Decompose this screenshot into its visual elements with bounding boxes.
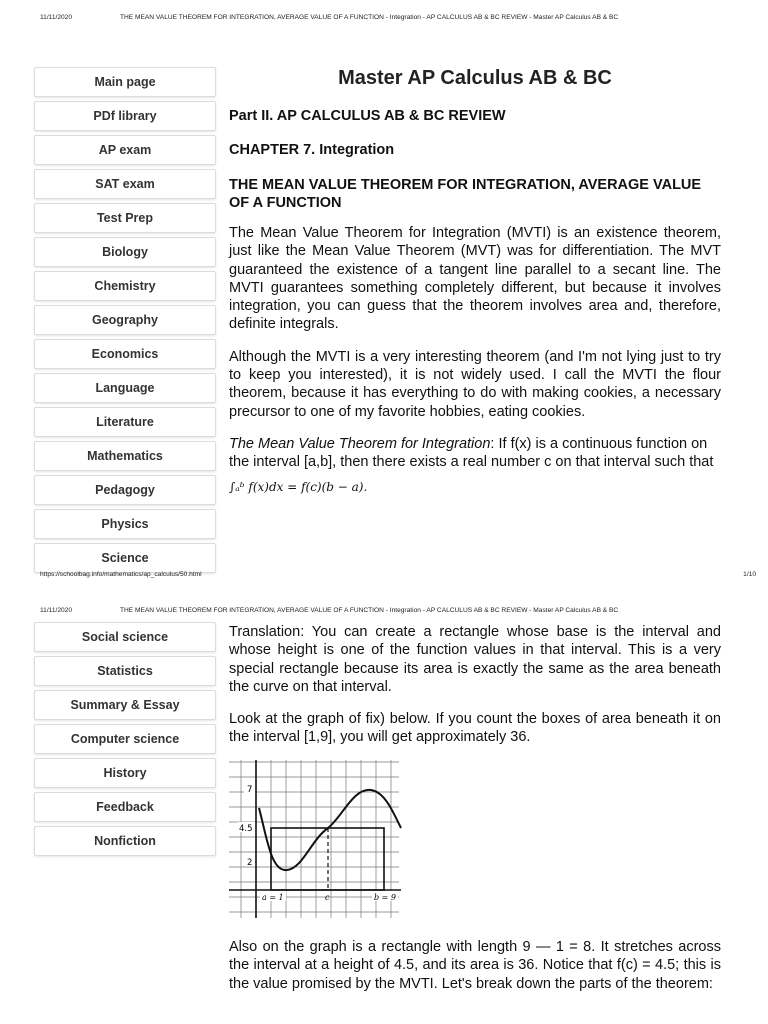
- theorem-statement: [229, 435, 721, 472]
- y-tick-7: 7: [247, 785, 253, 795]
- nav-geography[interactable]: Geography: [34, 305, 216, 335]
- nav-literature[interactable]: Literature: [34, 407, 216, 437]
- nav-chemistry[interactable]: Chemistry: [34, 271, 216, 301]
- nav-summary-essay[interactable]: Summary & Essay: [34, 690, 216, 720]
- nav-statistics[interactable]: Statistics: [34, 656, 216, 686]
- article-page-2-bottom: [229, 938, 721, 993]
- nav-sat-exam[interactable]: SAT exam: [34, 169, 216, 199]
- article-page-1: [229, 108, 721, 494]
- print-url: https://schoolbag.info/mathematics/ap_calculus/50.html: [40, 571, 202, 578]
- theorem-name: The Mean Value Theorem for Integration: [229, 435, 491, 452]
- label-a: a = 1: [262, 893, 284, 902]
- nav-biology[interactable]: Biology: [34, 237, 216, 267]
- y-tick-2: 2: [247, 858, 253, 868]
- nav-test-prep[interactable]: Test Prep: [34, 203, 216, 233]
- nav-main-page[interactable]: Main page: [34, 67, 216, 97]
- nav-economics[interactable]: Economics: [34, 339, 216, 369]
- nav-social-science[interactable]: Social science: [34, 622, 216, 652]
- paragraph-2: Although the MVTI is a very interesting theorem (and I'm not lying just to try to keep you interested), it is not widely used. I call the MVTI the flour theorem, because it has everything to do with making cookies, a necessary precursor to one of my favorite hobbies, eating cookies.: [229, 348, 721, 420]
- nav-science[interactable]: Science: [34, 543, 216, 573]
- print-date: 11/11/2020: [40, 14, 73, 21]
- mvti-formula: ∫ₐᵇ f(x)dx = f(c)(b − a).: [229, 479, 368, 494]
- nav-ap-exam[interactable]: AP exam: [34, 135, 216, 165]
- print-title-2: THE MEAN VALUE THEOREM FOR INTEGRATION, AVERAGE VALUE OF A FUNCTION - Integration - AP CALCULUS AB & BC REVIEW - Master AP Calculus AB & BC: [120, 607, 619, 614]
- nav-language[interactable]: Language: [34, 373, 216, 403]
- paragraph-1: The Mean Value Theorem for Integration (MVTI) is an existence theorem, just like the Mean Value Theorem (MVT) was for differentiation. The MVT guaranteed the existence of a tangent line parallel to a secant line. The MVTI guarantees something completely different, but because it involves integration, you can guess that the theorem involves area and, therefore, definite integrals.: [229, 225, 721, 333]
- theorem-body: : If f(x) is a continuous function on the interval [a,b], then there exists a real number c on that interval such that: [229, 435, 714, 471]
- nav-physics[interactable]: Physics: [34, 509, 216, 539]
- paragraph-translation: Translation: You can create a rectangle whose base is the interval and whose height is one of the function values in that interval. This is a very special rectangle because its area is exactly the same as the area beneath the curve on that interval.: [229, 624, 721, 695]
- nav-history[interactable]: History: [34, 758, 216, 788]
- part-heading: Part II. AP CALCULUS AB & BC REVIEW: [229, 108, 506, 124]
- paragraph-graph-intro: Look at the graph of fix) below. If you count the boxes of area beneath it on the interval [1,9], you will get approximately 36.: [229, 711, 721, 746]
- nav-nonfiction[interactable]: Nonfiction: [34, 826, 216, 856]
- sidebar-nav-2: [34, 622, 216, 860]
- mvti-graph: [229, 760, 407, 920]
- nav-feedback[interactable]: Feedback: [34, 792, 216, 822]
- function-curve: [259, 790, 401, 870]
- label-b: b = 9: [374, 893, 396, 902]
- section-heading: THE MEAN VALUE THEOREM FOR INTEGRATION, AVERAGE VALUE OF A FUNCTION: [229, 177, 702, 211]
- article-page-2: [229, 623, 721, 747]
- print-date-2: 11/11/2020: [40, 607, 73, 614]
- nav-pedagogy[interactable]: Pedagogy: [34, 475, 216, 505]
- y-tick-4-5: 4.5: [239, 824, 253, 834]
- print-title: THE MEAN VALUE THEOREM FOR INTEGRATION, AVERAGE VALUE OF A FUNCTION - Integration - AP CALCULUS AB & BC REVIEW - Master AP Calculus AB & BC: [120, 14, 619, 21]
- sidebar-nav: [34, 67, 216, 577]
- nav-pdf-library[interactable]: PDf library: [34, 101, 216, 131]
- nav-computer-science[interactable]: Computer science: [34, 724, 216, 754]
- paragraph-rectangle: Also on the graph is a rectangle with length 9 — 1 = 8. It stretches across the interval at a height of 4.5, and its area is 36. Notice that f(c) = 4.5; this is the value promised by the MVTI. Let's break down the parts of the theorem:: [229, 939, 721, 992]
- page-number: 1/10: [743, 571, 756, 578]
- chapter-heading: CHAPTER 7. Integration: [229, 142, 395, 158]
- label-c: c: [325, 893, 330, 902]
- site-title: Master AP Calculus AB & BC: [338, 67, 612, 89]
- nav-mathematics[interactable]: Mathematics: [34, 441, 216, 471]
